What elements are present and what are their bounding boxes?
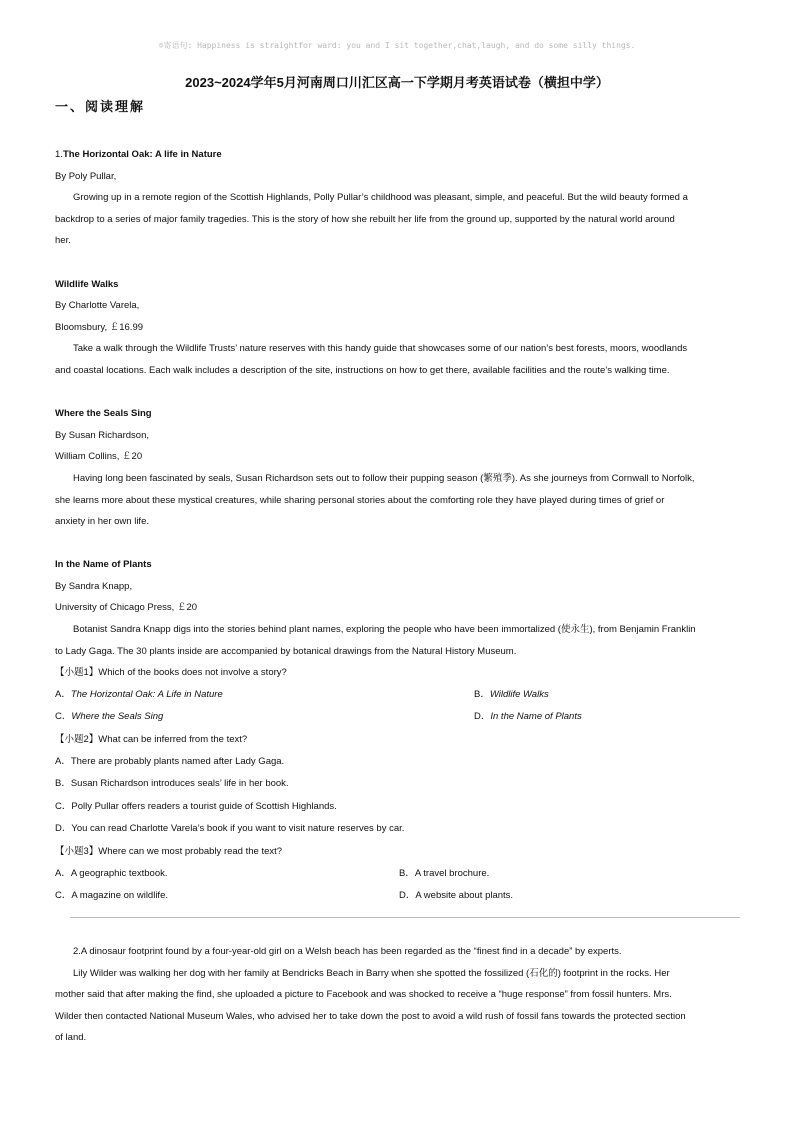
section-heading: 一、阅读理解 [55,100,146,115]
question-2-text-line: of land. [55,1032,87,1044]
book-1-title: The Horizontal Oak: A life in Nature [62,149,222,160]
option-a[interactable]: A．A geographic textbook. [55,867,168,879]
page-title: 2023~2024学年5月河南周口川汇区高一下学期月考英语试卷（横担中学） [185,75,609,90]
option-c[interactable]: C．Where the Seals Sing [55,711,164,723]
book-3-author: By Susan Richardson, [55,429,149,441]
option-a[interactable]: A．The Horizontal Oak: A Life in Nature [55,688,223,700]
sub-question-3-options-row [55,863,745,886]
option-d[interactable]: D．You can read Charlotte Varela’s book if you want to visit nature reserves by car. [55,823,405,835]
book-1-text-line: her. [55,235,71,247]
sub-question-3-stem: 【小题3】Where can we most probably read the text? [55,846,283,857]
book-3-text-line: she learns more about these mystical creatures, while sharing personal stories about the comforting role they have played during times of grief or [55,494,665,506]
watermark-motto: ☺寄语句: Happiness is straightfor ward: you and I sit together,chat,laugh, and do some silly things. [158,41,636,50]
sub-question-1-options-row [55,706,745,729]
question-divider [70,917,740,918]
sub-question-3-options-row [55,885,745,908]
option-d[interactable]: D．A website about plants. [399,890,514,902]
question-2 [55,941,745,1049]
book-1-text-line: backdrop to a series of major family tragedies. This is the story of how she rebuilt her life from the ground up, supported by the natural world around [55,213,675,225]
book-3-text-line: anxiety in her own life. [55,516,149,528]
option-d[interactable]: D．In the Name of Plants [474,711,582,723]
option-b[interactable]: B．A travel brochure. [399,867,490,879]
book-3-text-line: Having long been fascinated by seals, Susan Richardson sets out to follow their pupping season (繁殖季). As she journeys from Cornwall to Norfolk, [73,472,695,484]
book-4-title: In the Name of Plants [55,559,152,571]
book-1-text-line: Growing up in a remote region of the Scottish Highlands, Polly Pullar’s childhood was pleasant, simple, and peaceful. But the wild beauty formed a [73,192,688,204]
book-2-title: Wildlife Walks [55,278,119,290]
sub-question-2-stem: 【小题2】What can be inferred from the text? [55,734,248,746]
book-2-text-line: and coastal locations. Each walk includes a description of the site, instructions on how to get there, available facilities and the route’s walking time. [55,364,670,376]
book-4-author: By Sandra Knapp, [55,580,133,592]
question-2-text-line: Wilder then contacted National Museum Wales, who advised her to take down the post to avoid a wild rush of fossil fans towards the protected section [55,1010,686,1022]
book-1-heading [55,144,745,166]
option-c[interactable]: C．Polly Pullar offers readers a tourist guide of Scottish Highlands. [55,800,337,812]
book-1-author: By Poly Pullar, [55,170,117,182]
option-b[interactable]: B．Wildlife Walks [474,688,549,700]
book-3-publisher: William Collins, ￡20 [55,451,143,463]
book-4-text-line: Botanist Sandra Knapp digs into the stories behind plant names, exploring the people who have been immortalized (使永生), from Benjamin Franklin [73,624,696,636]
option-b[interactable]: B．Susan Richardson introduces seals’ life in her book. [55,778,289,790]
sub-question-1-stem: 【小题1】Which of the books does not involve a story? [55,667,287,679]
question-2-text-line: 2.A dinosaur footprint found by a four-year-old girl on a Welsh beach has been regarded as the “finest find in a decade” by experts. [73,946,622,957]
book-2-text-line: Take a walk through the Wildlife Trusts’ nature reserves with this handy guide that showcases some of our nation’s best forests, moors, woodlands [73,343,688,355]
question-2-text-line: mother said that after making the find, she uploaded a picture to Facebook and was shocked to receive a “huge response” from fossil hunters. Mrs. [55,989,672,1001]
book-4-publisher: University of Chicago Press, ￡20 [55,602,198,614]
question-1 [55,144,745,908]
book-4-text-line: to Lady Gaga. The 30 plants inside are accompanied by botanical drawings from the Natural History Museum. [55,645,517,657]
question-number: 1. [55,149,63,160]
option-a[interactable]: A．There are probably plants named after Lady Gaga. [55,755,285,767]
sub-question-1-options-row [55,684,745,707]
book-2-author: By Charlotte Varela, [55,300,140,312]
book-2-publisher: Bloomsbury, ￡16.99 [55,321,144,333]
option-c[interactable]: C．A magazine on wildlife. [55,890,168,902]
question-2-text-line: Lily Wilder was walking her dog with her family at Bendricks Beach in Barry when she spotted the fossilized (石化的) footprint in the rocks. Her [73,967,670,979]
book-3-title: Where the Seals Sing [55,408,152,420]
